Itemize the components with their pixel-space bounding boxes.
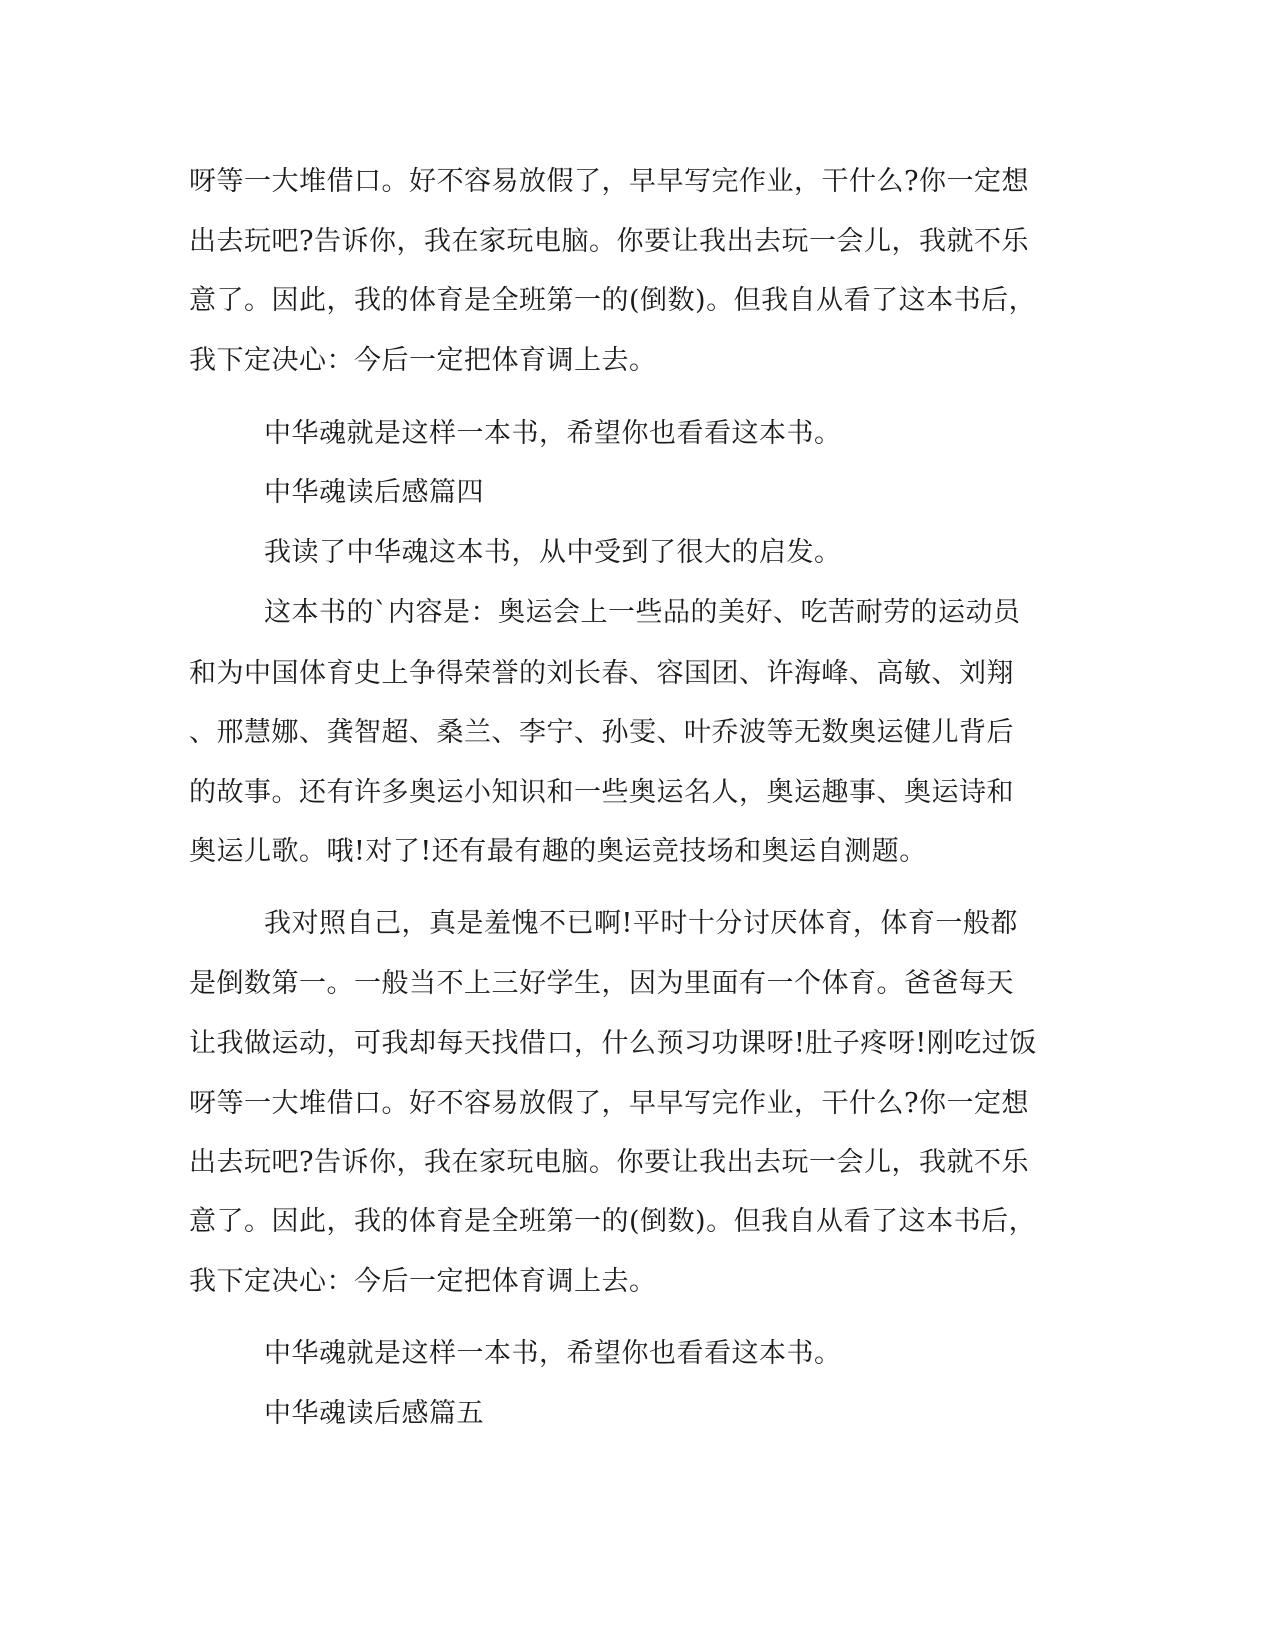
- paragraph-line: 的故事。还有许多奥运小知识和一些奥运名人，奥运趣事、奥运诗和: [189, 777, 1014, 808]
- paragraph-line: 我下定决心：今后一定把体育调上去。: [189, 345, 657, 376]
- paragraph-line: 呀等一大堆借口。好不容易放假了，早早写完作业，干什么?你一定想: [189, 1088, 1029, 1119]
- paragraph-line: 我下定决心：今后一定把体育调上去。: [189, 1266, 657, 1297]
- paragraph-line: 呀等一大堆借口。好不容易放假了，早早写完作业，干什么?你一定想: [189, 166, 1029, 197]
- paragraph-line: 、邢慧娜、龚智超、桑兰、李宁、孙雯、叶乔波等无数奥运健儿背后: [189, 717, 1014, 748]
- paragraph-line: 和为中国体育史上争得荣誉的刘长春、容国团、许海峰、高敏、刘翔: [189, 658, 1014, 689]
- paragraph-line: 我读了中华魂这本书，从中受到了很大的启发。: [264, 537, 842, 568]
- paragraph-line: 意了。因此，我的体育是全班第一的(倒数)。但我自从看了这本书后，: [189, 1206, 1037, 1237]
- paragraph-line: 中华魂就是这样一本书，希望你也看看这本书。: [264, 1338, 842, 1369]
- paragraph-line: 出去玩吧?告诉你，我在家玩电脑。你要让我出去玩一会儿，我就不乐: [189, 1147, 1029, 1178]
- paragraph-line: 这本书的`内容是：奥运会上一些品的美好、吃苦耐劳的运动员: [264, 597, 1021, 628]
- paragraph-line: 意了。因此，我的体育是全班第一的(倒数)。但我自从看了这本书后，: [189, 285, 1037, 316]
- section-heading: 中华魂读后感篇五: [264, 1398, 484, 1429]
- paragraph-line: 奥运儿歌。哦!对了!还有最有趣的奥运竞技场和奥运自测题。: [189, 836, 927, 867]
- section-heading: 中华魂读后感篇四: [264, 477, 484, 508]
- paragraph-line: 我对照自己，真是羞愧不已啊!平时十分讨厌体育，体育一般都: [264, 908, 1018, 939]
- paragraph-line: 让我做运动，可我却每天找借口，什么预习功课呀!肚子疼呀!刚吃过饭: [189, 1028, 1037, 1059]
- paragraph-line: 出去玩吧?告诉你，我在家玩电脑。你要让我出去玩一会儿，我就不乐: [189, 226, 1029, 257]
- paragraph-line: 中华魂就是这样一本书，希望你也看看这本书。: [264, 418, 842, 449]
- paragraph-line: 是倒数第一。一般当不上三好学生，因为里面有一个体育。爸爸每天: [189, 968, 1014, 999]
